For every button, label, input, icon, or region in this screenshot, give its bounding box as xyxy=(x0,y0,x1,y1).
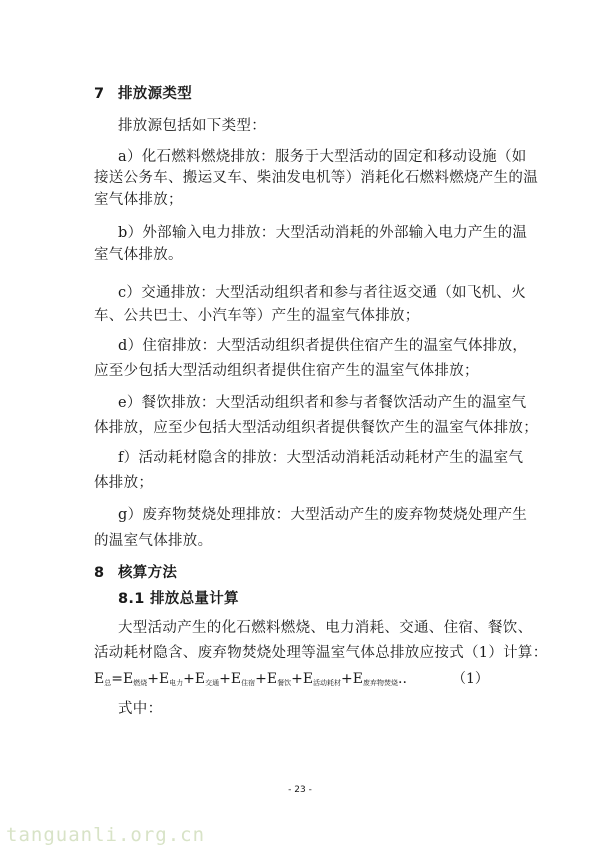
item-e-line-1: e）餐饮排放：大型活动组织者和参与者餐饮活动产生的温室气 xyxy=(118,395,527,411)
section-8-1-title: 排放总量计算 xyxy=(150,591,239,607)
page-number: - 23 - xyxy=(288,785,312,795)
term-sub-transport: 交通 xyxy=(205,679,220,687)
equation-number: （1） xyxy=(452,671,489,687)
item-a-line-3: 室气体排放； xyxy=(94,192,183,208)
item-c-line-2: 车、公共巴士、小汽车等）产生的温室气体排放； xyxy=(94,308,420,324)
section-7-title: 排放源类型 xyxy=(118,86,192,102)
where-label: 式中： xyxy=(118,701,163,717)
term-symbol: E xyxy=(266,671,278,687)
formula-dots: .. xyxy=(398,671,407,687)
section-7-intro: 排放源包括如下类型： xyxy=(118,118,266,134)
term-symbol: E xyxy=(302,671,314,687)
item-a-line-2: 接送公务车、搬运叉车、柴油发电机等）消耗化石燃料燃烧产生的温 xyxy=(94,170,538,186)
item-a-line-1: a）化石燃料燃烧排放：服务于大型活动的固定和移动设施（如 xyxy=(118,149,527,165)
plus-sign: + xyxy=(341,671,353,687)
item-d-line-2: 应至少包括大型活动组织者提供住宿产生的温室气体排放； xyxy=(94,363,479,379)
section-7-number: 7 xyxy=(94,86,105,102)
plus-sign: + xyxy=(219,671,231,687)
term-sub-electricity: 电力 xyxy=(169,679,184,687)
para-line-1: 大型活动产生的化石燃料燃烧、电力消耗、交通、住宿、餐饮、 xyxy=(118,620,533,636)
plus-sign: + xyxy=(147,671,159,687)
term-symbol: E xyxy=(158,671,170,687)
term-sub-combustion: 燃烧 xyxy=(133,679,148,687)
section-8-heading xyxy=(94,563,177,583)
item-c-line-1: c）交通排放：大型活动组织者和参与者往返交通（如飞机、火 xyxy=(118,285,527,301)
formula-lhs-sub: 总 xyxy=(104,679,112,687)
section-8-1-number: 8.1 xyxy=(118,591,145,607)
term-symbol: E xyxy=(194,671,206,687)
item-g-line-2: 的温室气体排放。 xyxy=(94,533,213,549)
plus-sign: + xyxy=(291,671,303,687)
item-e-line-2: 体排放，应至少包括大型活动组织者提供餐饮产生的温室气体排放； xyxy=(94,420,538,436)
formula-equals: = xyxy=(111,671,123,687)
para-line-2: 活动耗材隐含、废弃物焚烧处理等温室气体总排放应按式（1）计算： xyxy=(94,645,548,661)
item-b-line-1: b）外部输入电力排放：大型活动消耗的外部输入电力产生的温 xyxy=(118,225,528,241)
term-symbol: E xyxy=(122,671,134,687)
item-g-line-1: g）废弃物焚烧处理排放：大型活动产生的废弃物焚烧处理产生 xyxy=(118,507,528,523)
plus-sign: + xyxy=(255,671,267,687)
item-f-line-2: 体排放； xyxy=(94,475,154,491)
term-sub-catering: 餐饮 xyxy=(277,679,292,687)
term-symbol: E xyxy=(230,671,242,687)
item-b-line-2: 室气体排放。 xyxy=(94,247,183,263)
term-sub-lodging: 住宿 xyxy=(241,679,256,687)
item-d-line-1: d）住宿排放：大型活动组织者提供住宿产生的温室气体排放， xyxy=(118,338,528,354)
formula-1 xyxy=(94,669,489,693)
section-8-title: 核算方法 xyxy=(118,565,178,581)
plus-sign: + xyxy=(183,671,195,687)
formula-lhs: E xyxy=(94,671,105,687)
term-sub-materials: 活动耗材 xyxy=(313,679,342,687)
watermark: tanguanli.org.cn xyxy=(6,824,206,846)
section-8-1-heading xyxy=(118,589,239,609)
section-8-number: 8 xyxy=(94,565,105,581)
item-f-line-1: f）活动耗材隐含的排放：大型活动消耗活动耗材产生的温室气 xyxy=(118,450,524,466)
term-symbol: E xyxy=(352,671,364,687)
section-7-heading xyxy=(94,84,192,104)
term-sub-waste: 废弃物焚烧 xyxy=(363,679,399,687)
